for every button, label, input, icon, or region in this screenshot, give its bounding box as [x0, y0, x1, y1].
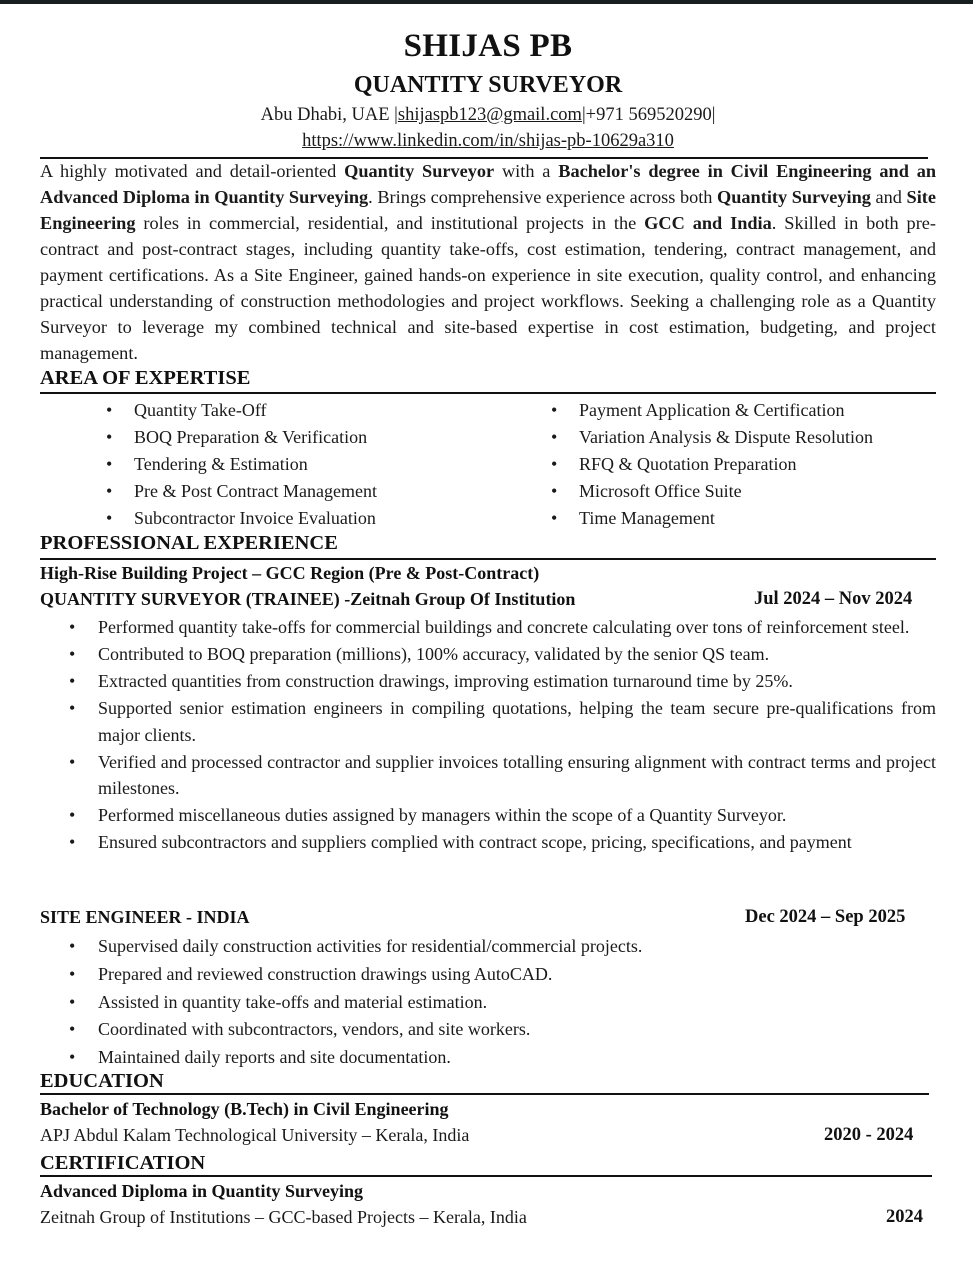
job-bullet: • Coordinated with subcontractors, vendors, and site workers. [40, 1016, 936, 1043]
job-bullets [40, 933, 936, 1072]
job-title: QUANTITY SURVEYOR (TRAINEE) -Zeitnah Group Of Institution [40, 589, 576, 609]
experience-heading: PROFESSIONAL EXPERIENCE [40, 532, 338, 554]
summary-text: . Brings comprehensive experience across both [368, 187, 718, 207]
job-dates: Dec 2024 – Sep 2025 [745, 907, 906, 927]
degree-name: Bachelor of Technology (B.Tech) in Civil Engineering [40, 1099, 449, 1119]
linkedin-link[interactable]: https://www.linkedin.com/in/shijas-pb-10629a310 [302, 131, 674, 151]
certification-year: 2024 [886, 1207, 923, 1227]
summary-text: roles in commercial, residential, and institutional projects in the [135, 213, 645, 233]
location: Abu Dhabi, UAE | [260, 105, 398, 125]
summary-highlight: Bachelor's degree in Civil Engineering and an Advanced Diploma in Quantity Surveying [40, 161, 937, 207]
summary-text: A highly motivated and detail-oriented [40, 161, 345, 181]
job-dates: Jul 2024 – Nov 2024 [754, 589, 913, 609]
top-border [0, 0, 973, 4]
summary-highlight: Quantity Surveying [717, 187, 871, 207]
education-institution: APJ Abdul Kalam Technological University – Kerala, India [40, 1125, 470, 1145]
job-title: SITE ENGINEER - INDIA [40, 907, 250, 927]
contact-line [40, 105, 936, 126]
professional-summary [40, 158, 936, 366]
expertise-heading: AREA OF EXPERTISE [40, 367, 251, 389]
job-bullet: • Ensured subcontractors and suppliers complied with contract scope, pricing, specifications, and payment [40, 829, 936, 856]
job-bullet: • Supported senior estimation engineers in compiling quotations, helping the team secure pre-qualifications from major clients. [40, 695, 936, 748]
job-bullet: • Assisted in quantity take-offs and material estimation. [40, 989, 936, 1016]
expertise-list-left [106, 397, 377, 532]
expertise-divider [40, 392, 936, 394]
experience-divider [40, 558, 936, 560]
expertise-item: • Time Management [551, 505, 873, 532]
expertise-item: • Microsoft Office Suite [551, 478, 873, 505]
education-years: 2020 - 2024 [824, 1125, 914, 1145]
job-bullet: • Extracted quantities from construction drawings, improving estimation turnaround time by 25%. [40, 668, 936, 695]
job-bullet: • Contributed to BOQ preparation (millions), 100% accuracy, validated by the senior QS team. [40, 641, 936, 668]
project-title: High-Rise Building Project – GCC Region (Pre & Post-Contract) [40, 563, 540, 583]
job-bullets [40, 614, 936, 856]
candidate-name: SHIJAS PB [403, 28, 573, 64]
education-heading: EDUCATION [40, 1070, 164, 1092]
summary-text: and [870, 187, 907, 207]
job-bullet: • Prepared and reviewed construction drawings using AutoCAD. [40, 961, 936, 988]
certification-heading: CERTIFICATION [40, 1152, 206, 1174]
candidate-role: QUANTITY SURVEYOR [353, 72, 623, 98]
summary-highlight: GCC and India [644, 213, 772, 233]
education-divider [40, 1093, 929, 1095]
expertise-item: • Subcontractor Invoice Evaluation [106, 505, 377, 532]
certification-name: Advanced Diploma in Quantity Surveying [40, 1181, 364, 1201]
summary-text: with a [494, 161, 559, 181]
expertise-item: • Payment Application & Certification [551, 397, 873, 424]
job-bullet: • Performed quantity take-offs for commercial buildings and concrete calculating over tons of reinforcement steel. [40, 614, 936, 641]
job-bullet: • Maintained daily reports and site documentation. [40, 1044, 936, 1071]
email-link[interactable]: shijaspb123@gmail.com [397, 105, 582, 125]
summary-highlight: Quantity Surveyor [344, 161, 495, 181]
expertise-item: • BOQ Preparation & Verification [106, 424, 377, 451]
expertise-item: • Pre & Post Contract Management [106, 478, 377, 505]
certification-divider [40, 1175, 932, 1177]
certification-institution: Zeitnah Group of Institutions – GCC-based Projects – Kerala, India [40, 1207, 527, 1227]
summary-highlight: Site Engineering [40, 187, 936, 233]
linkedin-line [40, 131, 936, 152]
expertise-list-right [551, 397, 873, 532]
job-bullet: • Verified and processed contractor and supplier invoices totalling ensuring alignment with contract terms and project milestones. [40, 749, 936, 802]
expertise-item: • Variation Analysis & Dispute Resolution [551, 424, 873, 451]
expertise-item: • Tendering & Estimation [106, 451, 377, 478]
phone: |+971 569520290| [581, 105, 716, 125]
job-bullet: • Supervised daily construction activities for residential/commercial projects. [40, 933, 936, 960]
summary-text: . Skilled in both pre-contract and post-contract stages, including quantity take-offs, cost estimation, tendering, contract management, and payment certifications. As a Site Engineer, gained hands-on experience in site execution, quality control, and enhancing practical understanding of construction methodologies and project workflows. Seeking a challenging role as a Quantity Surveyor to leverage my combined technical and site-based expertise in cost estimation, budgeting, and project management. [40, 213, 936, 363]
expertise-item: • Quantity Take-Off [106, 397, 377, 424]
job-bullet: • Performed miscellaneous duties assigned by managers within the scope of a Quantity Surveyor. [40, 802, 936, 829]
expertise-item: • RFQ & Quotation Preparation [551, 451, 873, 478]
